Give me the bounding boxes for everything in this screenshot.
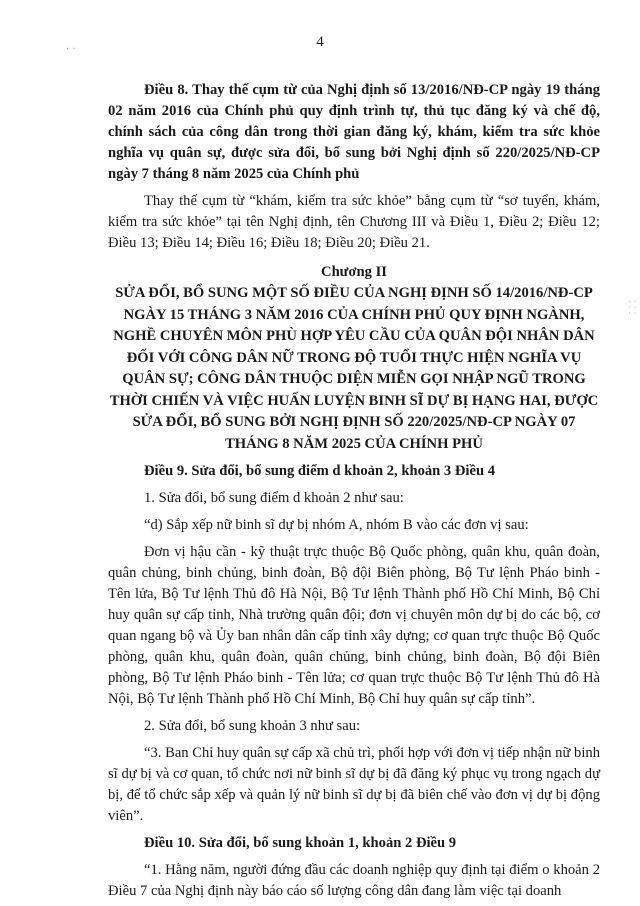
article-9-clause-1: 1. Sửa đổi, bổ sung điểm d khoản 2 như sau: <box>144 490 404 506</box>
article-9-heading: Điều 9. Sửa đổi, bổ sung điểm d khoản 2, khoản 3 Điều 4 <box>144 463 496 479</box>
article-10-clause-1: “1. Hằng năm, người đứng đầu các doanh nghiệp quy định tại điểm o khoản 2 Điều 7 của Nghị định này báo cáo số lượng công dân đang làm việc tại doanh <box>108 862 600 899</box>
article-9-clause-3-text: “3. Ban Chỉ huy quân sự cấp xã chủ trì, phối hợp với đơn vị tiếp nhận nữ binh sĩ dự bị và cơ quan, tổ chức nơi nữ binh sĩ dự bị đã đăng ký phục vụ trong ngạch dự bị, để tổ chức sắp xếp và quản lý nữ binh sĩ dự bị đã biên chế vào đơn vị dự bị động viên”. <box>108 745 600 824</box>
chapter-2-title: SỬA ĐỔI, BỔ SUNG MỘT SỐ ĐIỀU CỦA NGHỊ ĐỊNH SỐ 14/2016/NĐ-CP NGÀY 15 THÁNG 3 NĂM 2016 CỦA CHÍNH PHỦ QUY ĐỊNH NGÀNH, NGHỀ CHUYÊN MÔN PHÙ HỢP YÊU CẦU CỦA QUÂN ĐỘI NHÂN DÂN ĐỐI VỚI CÔNG DÂN NỮ TRONG ĐỘ TUỔI THỰC HIỆN NGHĨA VỤ QUÂN SỰ; CÔNG DÂN THUỘC DIỆN MIỄN GỌI NHẬP NGŨ TRONG THỜI CHIẾN VÀ VIỆC HUẤN LUYỆN BINH SĨ DỰ BỊ HẠNG HAI, ĐƯỢC SỬA ĐỔI, BỔ SUNG BỞI NGHỊ ĐỊNH SỐ 220/2025/NĐ-CP NGÀY 07 THÁNG 8 NĂM 2025 CỦA CHÍNH PHỦ <box>109 285 599 452</box>
article-10-heading: Điều 10. Sửa đổi, bổ sung khoản 1, khoản 2 Điều 9 <box>144 835 457 851</box>
margin-scribble: ⁚ ⁚ ⁚ <box>626 300 636 315</box>
article-8-body: Thay thế cụm từ “khám, kiểm tra sức khỏe” bằng cụm từ “sơ tuyển, khám, kiểm tra sức khỏe” tại tên Nghị định, tên Chương III và Điều 1, Điều 2; Điều 12; Điều 13; Điều 14; Điều 16; Điều 18; Điều 20; Điều 21. <box>108 193 600 251</box>
scan-speck: · · <box>66 44 76 55</box>
document-body <box>108 80 600 902</box>
article-9-clause-2: 2. Sửa đổi, bổ sung khoản 3 như sau: <box>144 718 361 734</box>
chapter-2-label: Chương II <box>321 264 387 280</box>
page-number: 4 <box>316 34 324 50</box>
article-9-point-d: “d) Sắp xếp nữ binh sĩ dự bị nhóm A, nhóm B vào các đơn vị sau: <box>144 517 529 533</box>
article-8-heading: Điều 8. Thay thế cụm từ của Nghị định số 13/2016/NĐ-CP ngày 19 tháng 02 năm 2016 của Chính phủ quy định trình tự, thủ tục đăng ký và chế độ, chính sách của công dân trong thời gian đăng ký, khám, kiểm tra sức khỏe nghĩa vụ quân sự, được sửa đổi, bổ sung bởi Nghị định số 220/2025/NĐ-CP ngày 7 tháng 8 năm 2025 của Chính phủ <box>108 82 600 182</box>
article-9-units-list: Đơn vị hậu cần - kỹ thuật trực thuộc Bộ Quốc phòng, quân khu, quân đoàn, quân chủng, binh chủng, binh đoàn, Bộ đội Biên phòng, Bộ Tư lệnh Pháo binh - Tên lửa, Bộ Tư lệnh Thủ đô Hà Nội, Bộ Tư lệnh Thành phố Hồ Chí Minh, Bộ Chỉ huy quân sự cấp tỉnh, Nhà trường quân đội; đơn vị chuyên môn dự bị do các bộ, cơ quan ngang bộ và Ủy ban nhân dân cấp tỉnh xây dựng; cơ quan trực thuộc Bộ Quốc phòng, quân khu, quân đoàn, quân chủng, binh chủng, binh đoàn, Bộ đội Biên phòng, Bộ Tư lệnh Pháo binh - Tên lửa; cơ quan trực thuộc Bộ Tư lệnh Thủ đô Hà Nội, Bộ Tư lệnh Thành phố Hồ Chí Minh, Bộ Chỉ huy quân sự cấp tỉnh”. <box>108 544 600 707</box>
